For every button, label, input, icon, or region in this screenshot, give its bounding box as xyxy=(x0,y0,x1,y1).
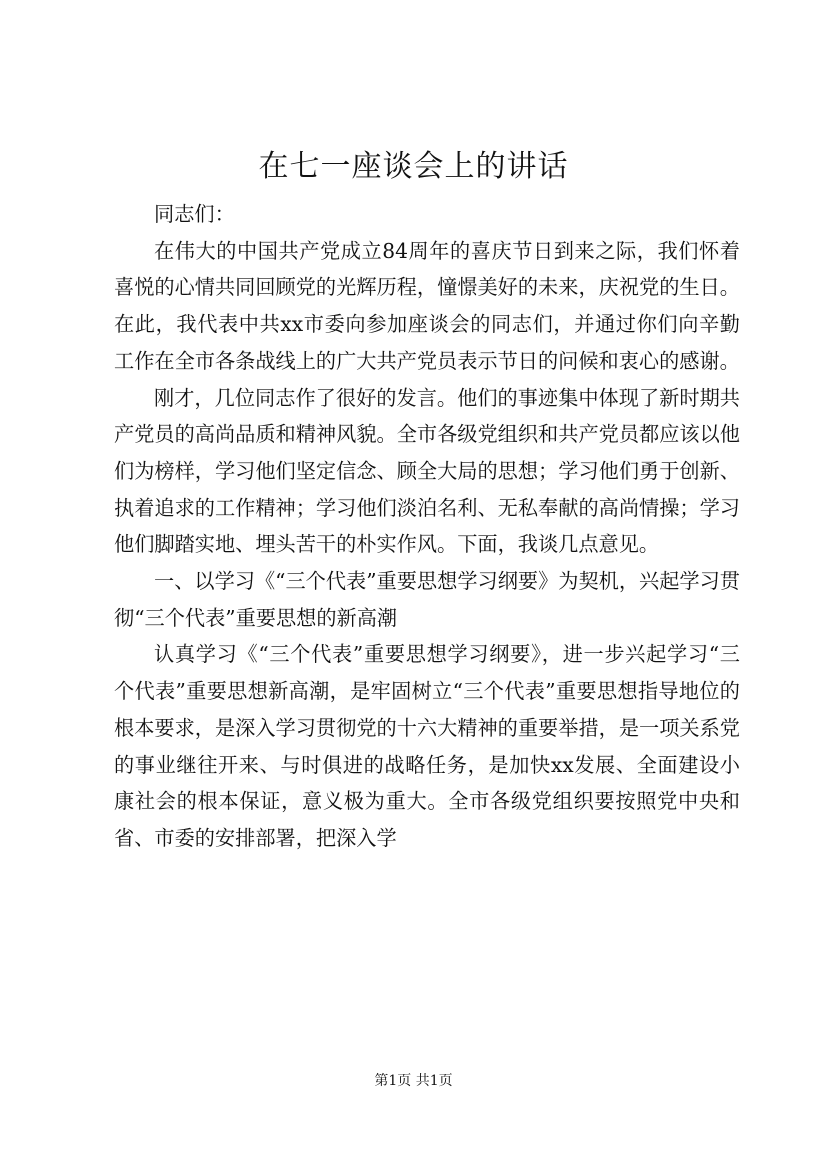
section-heading-1: 一、以学习《“三个代表”重要思想学习纲要》为契机，兴起学习贯彻“三个代表”重要思想的新高潮 xyxy=(114,569,740,630)
salutation: 同志们： xyxy=(154,202,235,226)
paragraph-3: 认真学习《“三个代表”重要思想学习纲要》，进一步兴起学习“三个代表”重要思想新高潮，是牢固树立“三个代表”重要思想指导地位的根本要求，是深入学习贯彻党的十六大精神的重要举措，是一项关系党的事业继往开来、与时俱进的战略任务，是加快xx发展、全面建设小康社会的根本保证，意义极为重大。全市各级党组织要按照党中央和省、市委的安排部署，把深入学 xyxy=(114,642,740,850)
page-number-footer: 第1页 共1页 xyxy=(374,1073,453,1089)
paragraph-1: 在伟大的中国共产党成立84周年的喜庆节日到来之际，我们怀着喜悦的心情共同回顾党的光辉历程，憧憬美好的未来，庆祝党的生日。在此，我代表中共xx市委向参加座谈会的同志们，并通过你们向辛勤工作在全市各条战线上的广大共产党员表示节日的问候和衷心的感谢。 xyxy=(114,238,740,373)
document-body xyxy=(114,196,740,857)
document-title: 在七一座谈会上的讲话 xyxy=(258,149,569,184)
paragraph-2: 刚才，几位同志作了很好的发言。他们的事迹集中体现了新时期共产党员的高尚品质和精神风貌。全市各级党组织和共产党员都应该以他们为榜样，学习他们坚定信念、顾全大局的思想；学习他们勇于创新、执着追求的工作精神；学习他们淡泊名利、无私奉献的高尚情操；学习他们脚踏实地、埋头苦干的朴实作风。下面，我谈几点意见。 xyxy=(114,385,740,557)
